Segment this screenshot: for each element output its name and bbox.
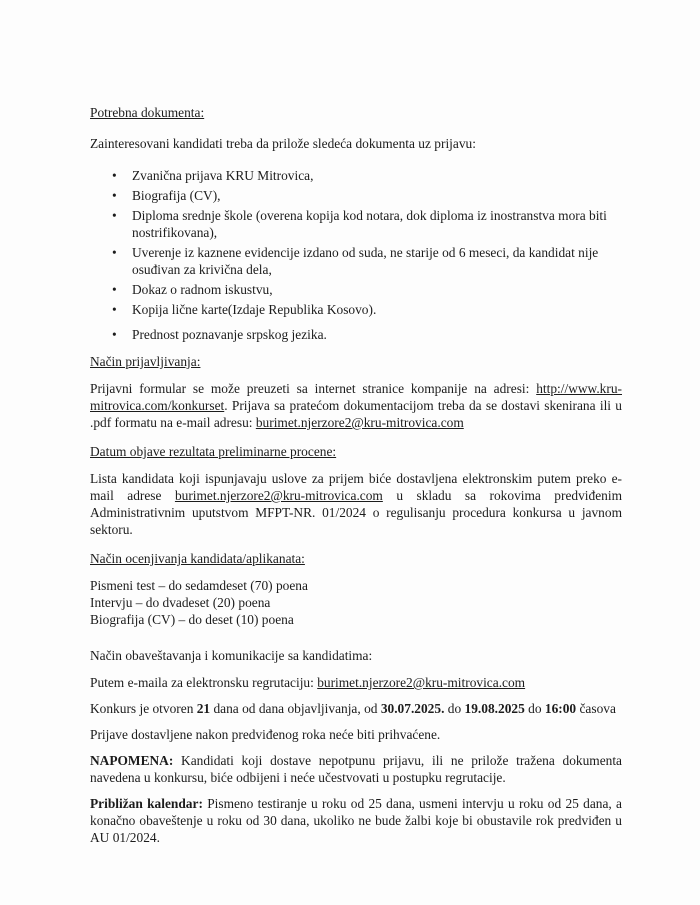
- notification-heading: Način obaveštavanja i komunikacije sa kandidatima:: [90, 648, 373, 663]
- end-date: 19.08.2025: [464, 701, 525, 716]
- bullet-icon: •: [112, 188, 117, 203]
- document-body: [90, 104, 622, 846]
- scoring-line-interview: Intervju – do dvadeset (20) poena: [90, 595, 271, 610]
- list-item: • Dokaz o radnom iskustvu,: [112, 282, 273, 297]
- list-item: • Prednost poznavanje srpskog jezika.: [112, 327, 327, 342]
- deadline-line: Konkurs je otvoren 21 dana od dana objavljivanja, od 30.07.2025. do 19.08.2025 do 16:00 časova: [90, 701, 616, 716]
- list-item: • Biografija (CV),: [112, 188, 221, 203]
- required-documents-list: [90, 167, 622, 343]
- email-link[interactable]: burimet.njerzore2@kru-mitrovica.com: [174, 488, 383, 503]
- scoring-line-test: Pismeni test – do sedamdeset (70) poena: [90, 578, 308, 593]
- bullet-icon: •: [112, 282, 117, 297]
- late-applications-note: Prijave dostavljene nakon predviđenog roka neće biti prihvaćene.: [90, 727, 441, 742]
- required-documents-heading: Potrebna dokumenta:: [90, 105, 205, 120]
- email-link[interactable]: burimet.njerzore2@kru-mitrovica.com: [317, 675, 526, 690]
- notification-line: Putem e-maila za elektronsku regrutaciju: burimet.njerzore2@kru-mitrovica.com: [90, 675, 526, 690]
- bullet-icon: •: [112, 168, 117, 183]
- list-item: • Uverenje iz kaznene evidencije izdano od suda, ne starije od 6 meseci, da kandidat nije osuđivan za krivična dela,: [112, 245, 599, 277]
- calendar-label: Približan kalendar:: [90, 796, 203, 811]
- application-method-text: Prijavni formular se može preuzeti sa internet stranice kompanije na adresi: http://www.kru-mitrovica.com/konkurset. Prijava sa pratećom dokumentacijom treba da se dostavi skenirana ili u .pdf formatu na e-mail adresu: burimet.njerzore2@kru-mitrovica.com: [90, 381, 622, 430]
- bullet-icon: •: [112, 302, 117, 317]
- list-item: • Zvanična prijava KRU Mitrovica,: [112, 168, 314, 183]
- napomena-label: NAPOMENA:: [90, 753, 174, 768]
- required-documents-intro: Zainteresovani kandidati treba da prilože sledeća dokumenta uz prijavu:: [90, 136, 476, 151]
- results-heading: Datum objave rezultata preliminarne procene:: [90, 444, 337, 459]
- bullet-icon: •: [112, 208, 117, 223]
- napomena-paragraph: NAPOMENA: Kandidati koji dostave nepotpunu prijavu, ili ne prilože tražena dokumenta navedena u konkursu, biće odbijeni i neće učestvovati u postupku regrutacije.: [90, 753, 622, 785]
- bullet-icon: •: [112, 327, 117, 342]
- scoring-heading: Način ocenjivanja kandidata/aplikanata:: [90, 551, 305, 566]
- start-date: 30.07.2025.: [380, 701, 445, 716]
- calendar-paragraph: Približan kalendar: Pismeno testiranje u roku od 25 dana, usmeni intervju u roku od 25 dana, a konačno obaveštenje u roku od 30 dana, ukoliko ne bude žalbi koje bi obustavile rok predviđen u AU 01/2024.: [90, 796, 622, 845]
- bullet-icon: •: [112, 245, 117, 260]
- duration-days: 21: [196, 701, 211, 716]
- scoring-line-cv: Biografija (CV) – do deset (10) poena: [90, 612, 294, 627]
- application-method-heading: Način prijavljivanja:: [90, 354, 201, 369]
- list-item: • Kopija lične karte(Izdaje Republika Kosovo).: [112, 302, 377, 317]
- results-text: Lista kandidata koji ispunjavaju uslove za prijem biće dostavljena elektronskim putem preko e-mail adrese burimet.njerzore2@kru-mitrovica.com u skladu sa rokovima predviđenim Administrativnim uputstvom MFPT-NR. 01/2024 o regulisanju procedura konkursa u javnom sektoru.: [90, 471, 622, 537]
- company-website-link[interactable]: http://www.kru-mitrovica.com/konkurset: [90, 381, 622, 413]
- email-link[interactable]: burimet.njerzore2@kru-mitrovica.com: [255, 415, 464, 430]
- end-time: 16:00: [544, 701, 577, 716]
- list-item: • Diploma srednje škole (overena kopija kod notara, dok diploma iz inostranstva mora biti nostrifikovana),: [112, 208, 607, 240]
